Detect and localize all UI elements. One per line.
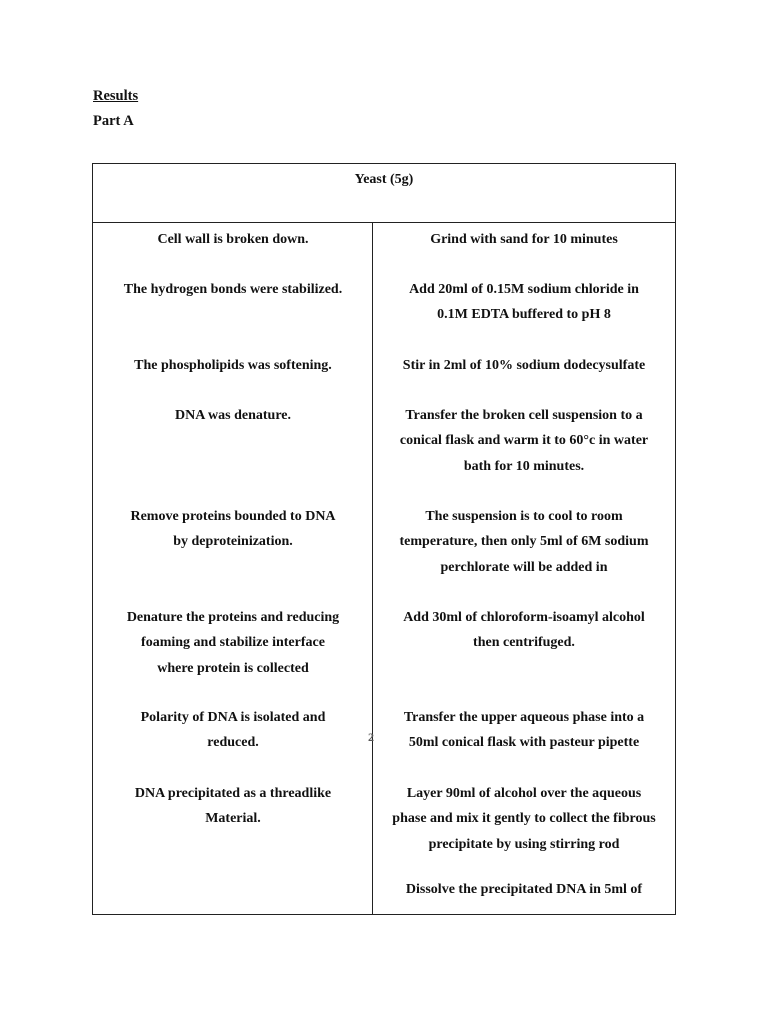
table-cell-explanation: Cell wall is broken down.: [157, 232, 309, 247]
table-title: Yeast (5g): [354, 172, 414, 187]
table-cell-procedure: Grind with sand for 10 minutes: [430, 232, 618, 247]
table-cell-explanation: DNA precipitated as a threadlike Material.: [134, 786, 332, 827]
table-cell-procedure: Add 20ml of 0.15M sodium chloride in 0.1M EDTA buffered to pH 8: [409, 282, 639, 323]
table-cell-explanation: DNA was denature.: [174, 408, 292, 423]
table-cell-explanation: Remove proteins bounded to DNA by deproteinization.: [130, 509, 336, 550]
table-cell-procedure: Layer 90ml of alcohol over the aqueous phase and mix it gently to collect the fibrous precipitate by using stirring rod: [392, 786, 656, 852]
table-cell-explanation: Polarity of DNA is isolated and reduced.: [140, 710, 326, 751]
part-heading: Part A: [93, 113, 134, 129]
table-cell-explanation: The hydrogen bonds were stabilized.: [123, 282, 343, 297]
table-cell-procedure: Dissolve the precipitated DNA in 5ml of: [405, 882, 643, 897]
table-cell-procedure: The suspension is to cool to room temperature, then only 5ml of 6M sodium perchlorate will be added in: [399, 509, 649, 575]
table-cell-procedure: Transfer the broken cell suspension to a conical flask and warm it to 60°c in water bath for 10 minutes.: [399, 408, 649, 474]
table-cell-explanation: Denature the proteins and reducing foaming and stabilize interface where protein is collected: [126, 610, 340, 676]
table-cell-procedure: Stir in 2ml of 10% sodium dodecysulfate: [402, 358, 646, 373]
table-title-row: [93, 164, 675, 223]
table-cell-procedure: Transfer the upper aqueous phase into a 50ml conical flask with pasteur pipette: [403, 710, 645, 751]
column-divider: [372, 222, 373, 914]
results-table: [92, 163, 676, 915]
table-cell-procedure: Add 30ml of chloroform-isoamyl alcohol then centrifuged.: [403, 610, 645, 651]
table-cell-explanation: The phospholipids was softening.: [134, 358, 332, 373]
stray-page-mark: 2: [368, 730, 374, 744]
section-heading-results: Results: [93, 88, 139, 104]
